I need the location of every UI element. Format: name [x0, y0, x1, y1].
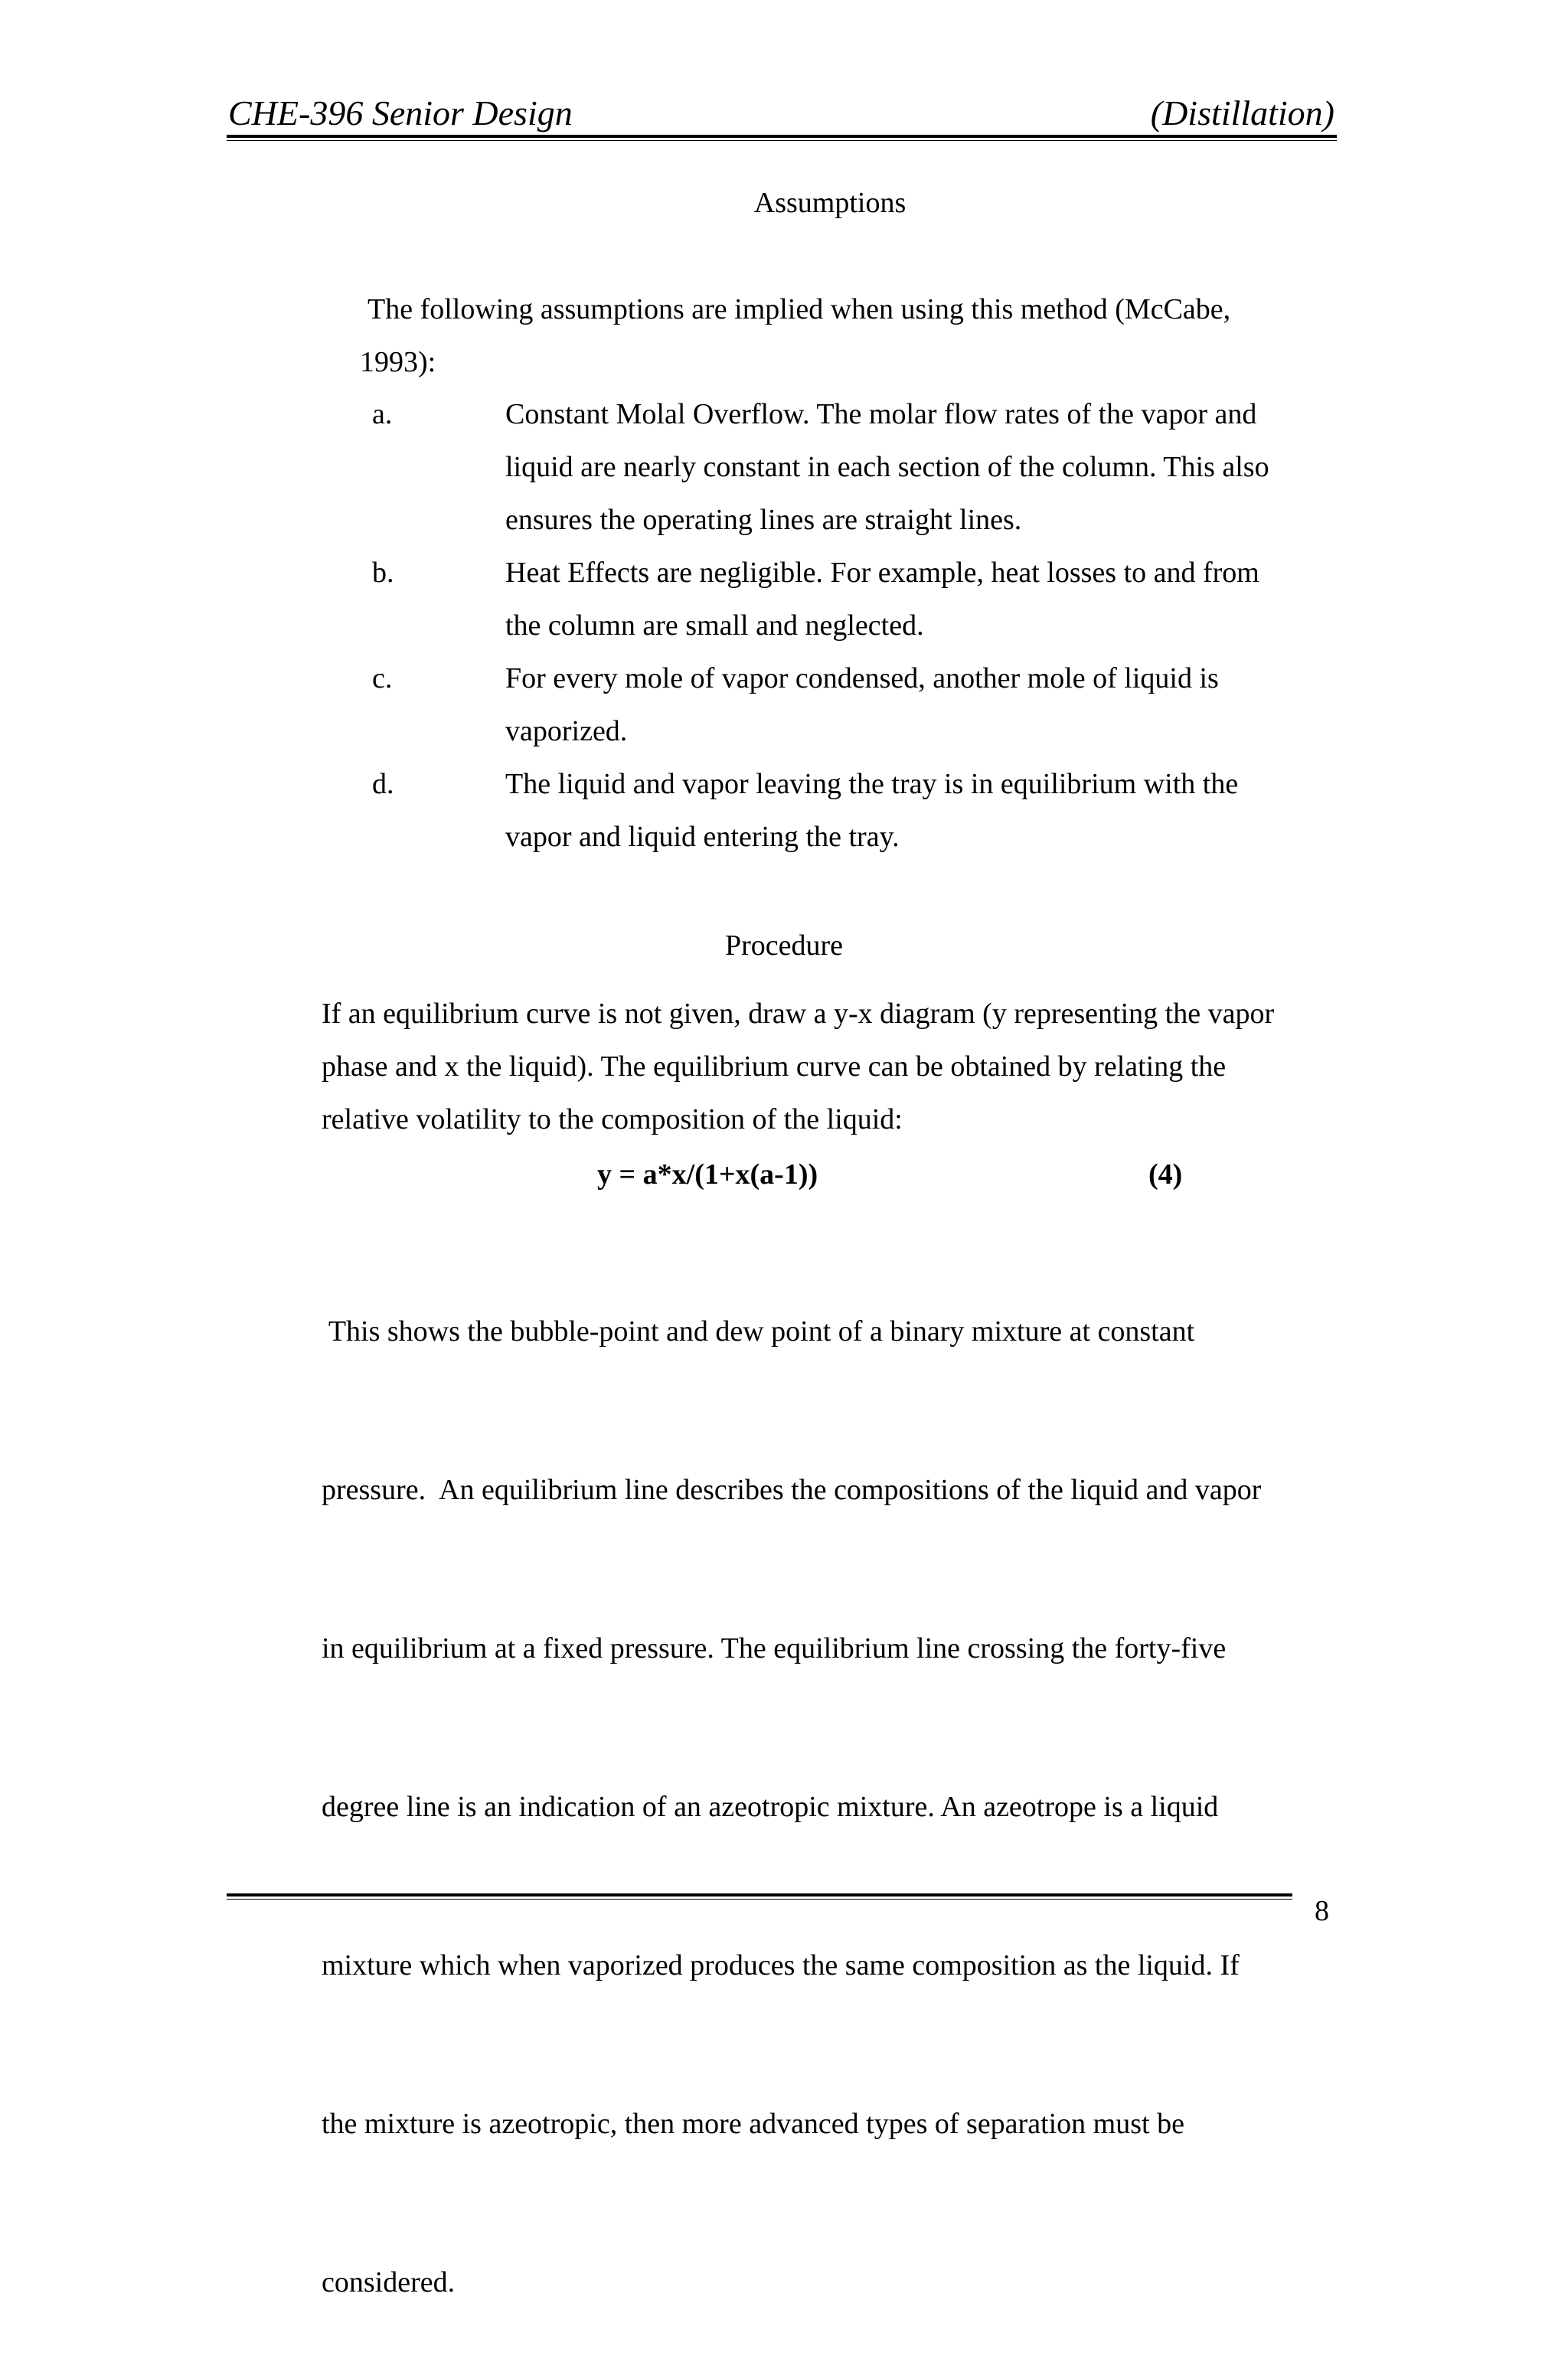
equilibrium-paragraph [322, 1200, 1261, 2362]
item-line: vapor and liquid entering the tray. [505, 821, 900, 853]
paragraph-line: If an equilibrium curve is not given, draw a y-x diagram (y representing the vapor [322, 998, 1275, 1030]
paragraph-line: degree line is an indication of an azeotropic mixture. An azeotrope is a liquid [322, 1791, 1219, 1823]
section-heading-assumptions: Assumptions [753, 187, 906, 219]
item-text [505, 652, 1219, 758]
item-line: For every mole of vapor condensed, another mole of liquid is [505, 662, 1219, 694]
footer-rule [227, 1893, 1292, 1900]
equation-number: (4) [1148, 1158, 1183, 1191]
paragraph-line: relative volatility to the composition of the liquid: [322, 1103, 903, 1135]
item-line: Heat Effects are negligible. For example, heat losses to and from [505, 557, 1259, 589]
paragraph-line: phase and x the liquid). The equilibrium curve can be obtained by relating the [322, 1050, 1227, 1083]
item-text [505, 758, 1238, 864]
item-line: vaporized. [505, 715, 628, 747]
header-rule [227, 135, 1337, 141]
item-text [505, 388, 1269, 547]
intro-line: The following assumptions are implied when using this method (McCabe, [368, 293, 1231, 325]
equation-text: y = a*x/(1+x(a-1)) [597, 1158, 818, 1191]
item-text [505, 547, 1259, 652]
item-line: liquid are nearly constant in each section of the column. This also [505, 451, 1269, 483]
assumptions-intro [360, 283, 1231, 389]
page-number: 8 [1315, 1895, 1329, 1927]
intro-line: 1993): [360, 346, 436, 378]
paragraph-line: mixture which when vaporized produces the same composition as the liquid. If [322, 1949, 1240, 1981]
item-label: b. [372, 557, 394, 589]
item-line: Constant Molal Overflow. The molar flow rates of the vapor and [505, 398, 1257, 430]
running-header-section: (Distillation) [1150, 93, 1334, 132]
procedure-paragraph [322, 988, 1274, 1146]
item-label: a. [372, 398, 393, 430]
item-line: ensures the operating lines are straight lines. [505, 504, 1022, 536]
paragraph-line: This shows the bubble-point and dew point of a binary mixture at constant [322, 1315, 1195, 1348]
item-line: the column are small and neglected. [505, 609, 924, 642]
paragraph-line: considered. [322, 2266, 456, 2298]
item-label: d. [372, 768, 394, 800]
section-heading-procedure: Procedure [724, 929, 844, 962]
paragraph-line: pressure. An equilibrium line describes the compositions of the liquid and vapor [322, 1474, 1262, 1506]
item-label: c. [372, 662, 393, 694]
equation-4 [0, 1148, 1568, 1201]
item-line: The liquid and vapor leaving the tray is in equilibrium with the [505, 768, 1239, 800]
paragraph-line: in equilibrium at a fixed pressure. The equilibrium line crossing the forty-five [322, 1632, 1227, 1665]
running-header-title: CHE-396 Senior Design [228, 93, 573, 132]
paragraph-line: the mixture is azeotropic, then more advanced types of separation must be [322, 2108, 1184, 2140]
